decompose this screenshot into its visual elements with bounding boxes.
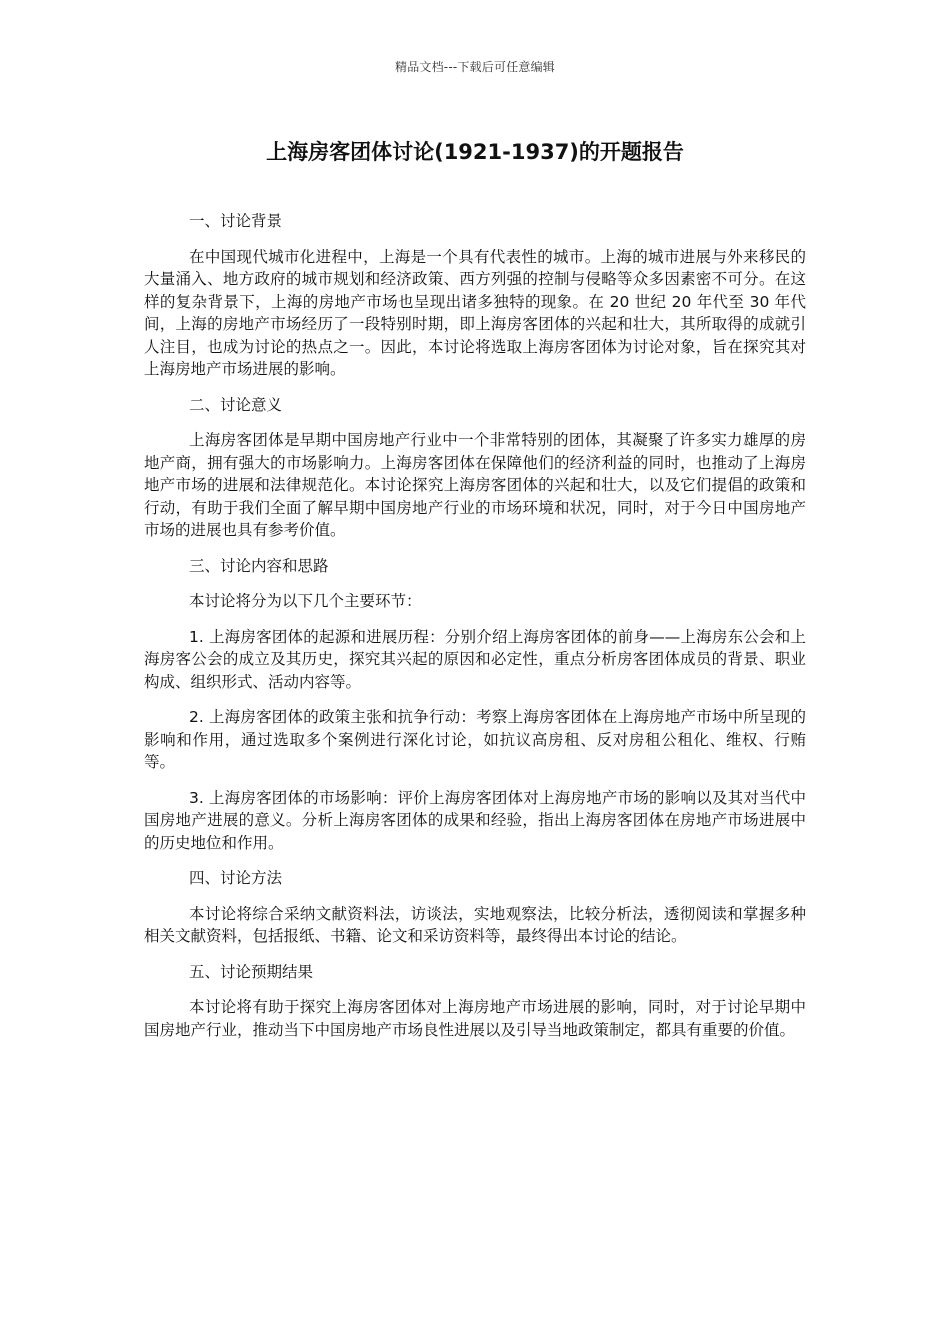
section-heading-methods: 四、讨论方法 xyxy=(189,869,283,887)
paragraph-background: 在中国现代城市化进程中，上海是一个具有代表性的城市。上海的城市进展与外来移民的大量涌入、地方政府的城市规划和经济政策、西方列强的控制与侵略等众多因素密不可分。在这样的复杂背景下，上海的房地产市场也呈现出诸多独特的现象。在 20 世纪 20 年代至 30 年代间，上海的房地产市场经历了一段特别时期，即上海房客团体的兴起和壮大，其所取得的成就引人注目，也成为讨论的热点之一。因此，本讨论将选取上海房客团体为讨论对象，旨在探究其对上海房地产市场进展的影响。 xyxy=(144,247,806,378)
section-heading-significance: 二、讨论意义 xyxy=(189,395,283,414)
paragraph-significance: 上海房客团体是早期中国房地产行业中一个非常特别的团体，其凝聚了许多实力雄厚的房地产商，拥有强大的市场影响力。上海房客团体在保障他们的经济利益的同时，也推动了上海房地产市场的进展和法律规范化。本讨论探究上海房客团体的兴起和壮大，以及它们提倡的政策和行动，有助于我们全面了解早期中国房地产行业的市场环境和状况，同时，对于今日中国房地产市场的进展也具有参考价值。 xyxy=(144,431,806,539)
list-item-content-2: 2. 上海房客团体的政策主张和抗争行动：考察上海房客团体在上海房地产市场中所呈现的影响和作用，通过选取多个案例进行深化讨论，如抗议高房租、反对房租公租化、维权、行贿等。 xyxy=(144,708,806,771)
page-header: 精品文档---下载后可任意编辑 xyxy=(395,60,555,74)
paragraph-expected-results: 本讨论将有助于探究上海房客团体对上海房地产市场进展的影响，同时，对于讨论早期中国房地产行业，推动当下中国房地产市场良性进展以及引导当地政策制定，都具有重要的价值。 xyxy=(144,998,806,1039)
list-item-content-1: 1. 上海房客团体的起源和进展历程：分别介绍上海房客团体的前身——上海房东公会和上海房客公会的成立及其历史，探究其兴起的原因和必定性，重点分析房客团体成员的背景、职业构成、组织形式、活动内容等。 xyxy=(144,627,806,691)
paragraph-content-intro: 本讨论将分为以下几个主要环节： xyxy=(189,592,422,610)
section-heading-expected-results: 五、讨论预期结果 xyxy=(189,962,314,981)
document-title: 上海房客团体讨论(1921-1937)的开题报告 xyxy=(266,140,684,164)
paragraph-methods: 本讨论将综合采纳文献资料法，访谈法，实地观察法，比较分析法，透彻阅读和掌握多种相关文献资料，包括报纸、书籍、论文和采访资料等，最终得出本讨论的结论。 xyxy=(144,904,806,945)
section-heading-background: 一、讨论背景 xyxy=(189,212,283,230)
document-body xyxy=(144,210,806,1041)
list-item-content-3: 3. 上海房客团体的市场影响：评价上海房客团体对上海房地产市场的影响以及其对当代中国房地产进展的意义。分析上海房客团体的成果和经验，指出上海房客团体在房地产市场进展中的历史地位和作用。 xyxy=(144,788,806,852)
section-heading-content: 三、讨论内容和思路 xyxy=(189,556,329,575)
